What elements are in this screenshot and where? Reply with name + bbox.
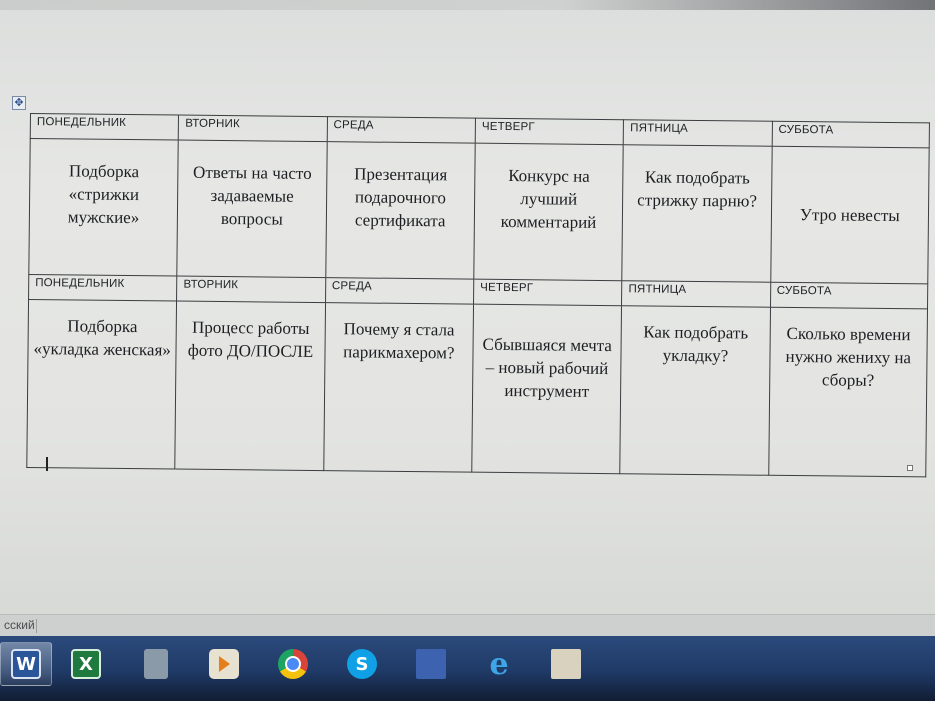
status-bar	[0, 614, 935, 636]
status-divider	[36, 619, 37, 633]
table-row-topics-2	[27, 300, 928, 477]
topic-cell-tuesday[interactable]: Ответы на часто задаваемые вопросы	[177, 140, 327, 278]
taskbar-word-button[interactable]	[0, 642, 52, 686]
skype-icon: S	[347, 649, 377, 679]
excel-icon: X	[71, 649, 101, 679]
language-indicator[interactable]: сский	[4, 618, 35, 632]
day-cell-thursday[interactable]: ЧЕТВЕРГ	[474, 279, 623, 306]
taskbar-ie-button[interactable]	[473, 642, 525, 686]
topic-cell-monday[interactable]: Подборка «укладка женская»	[27, 300, 177, 469]
day-cell-saturday[interactable]: СУББОТА	[770, 283, 928, 310]
day-cell-saturday[interactable]: СУББОТА	[772, 121, 930, 148]
taskbar-media-player-button[interactable]	[198, 642, 250, 686]
internet-explorer-icon: e	[489, 646, 509, 682]
taskbar-folder-button[interactable]	[540, 642, 592, 686]
text-cursor	[46, 457, 48, 471]
calculator-icon	[144, 649, 168, 679]
topic-cell-tuesday[interactable]: Процесс работы фото ДО/ПОСЛЕ	[175, 301, 325, 470]
topic-cell-wednesday[interactable]: Почему я стала парикмахером?	[323, 303, 473, 472]
screen-bezel	[0, 0, 935, 10]
taskbar-excel-button[interactable]	[60, 642, 112, 686]
day-cell-thursday[interactable]: ЧЕТВЕРГ	[475, 118, 624, 145]
day-cell-monday[interactable]: ПОНЕДЕЛЬНИК	[29, 275, 178, 302]
chrome-icon	[278, 649, 308, 679]
save-disk-icon	[416, 649, 446, 679]
topic-cell-friday[interactable]: Как подобрать укладку?	[620, 306, 770, 475]
day-cell-friday[interactable]: ПЯТНИЦА	[624, 120, 773, 147]
taskbar-skype-button[interactable]	[336, 642, 388, 686]
taskbar	[0, 636, 935, 701]
schedule-table	[26, 113, 930, 477]
day-cell-tuesday[interactable]: ВТОРНИК	[179, 115, 328, 142]
taskbar-calculator-button[interactable]	[130, 642, 182, 686]
taskbar-chrome-button[interactable]	[267, 642, 319, 686]
topic-cell-friday[interactable]: Как подобрать стрижку парню?	[622, 145, 772, 283]
topic-cell-thursday[interactable]: Сбывшаяся мечта – новый рабочий инструмент	[472, 305, 622, 474]
table-row-topics-1	[29, 139, 929, 285]
topic-cell-wednesday[interactable]: Презентация подарочного сертификата	[325, 142, 475, 280]
folder-icon	[551, 649, 581, 679]
media-player-icon	[209, 649, 239, 679]
day-cell-tuesday[interactable]: ВТОРНИК	[177, 276, 326, 303]
day-cell-friday[interactable]: ПЯТНИЦА	[622, 281, 771, 308]
day-cell-monday[interactable]: ПОНЕДЕЛЬНИК	[30, 114, 179, 141]
topic-cell-thursday[interactable]: Конкурс на лучший комментарий	[474, 143, 624, 281]
topic-cell-saturday[interactable]: Утро невесты	[770, 146, 929, 284]
word-icon: W	[11, 649, 41, 679]
day-cell-wednesday[interactable]: СРЕДА	[327, 117, 476, 144]
table-resize-handle[interactable]	[907, 465, 913, 471]
topic-cell-saturday[interactable]: Сколько времени нужно жениху на сборы?	[768, 308, 927, 477]
topic-cell-monday[interactable]: Подборка «стрижки мужские»	[29, 139, 179, 277]
table-move-handle-icon[interactable]: ✥	[12, 96, 26, 110]
day-cell-wednesday[interactable]: СРЕДА	[325, 278, 474, 305]
taskbar-save-button[interactable]	[405, 642, 457, 686]
